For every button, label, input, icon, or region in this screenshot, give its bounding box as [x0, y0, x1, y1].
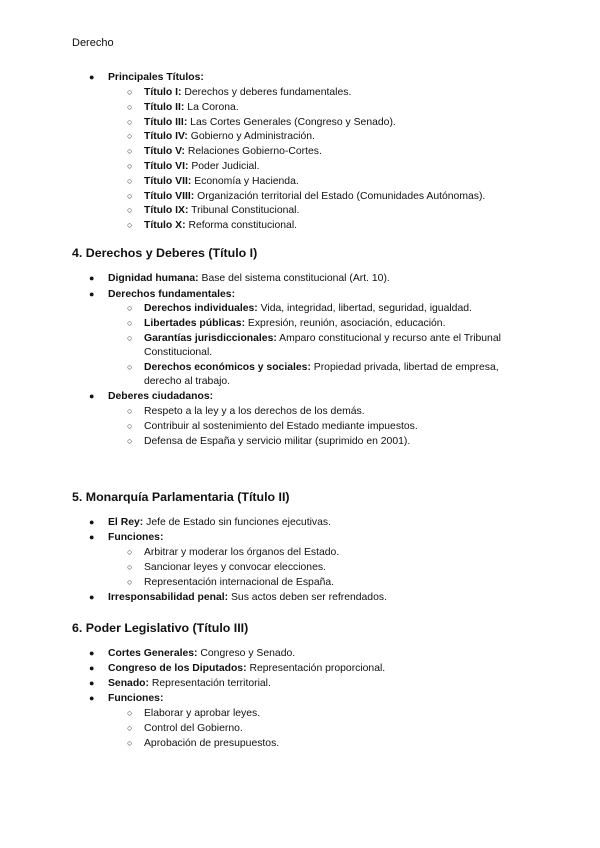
bullet-icon: ●: [89, 592, 95, 602]
senado-item: Senado: Representación territorial.: [108, 678, 271, 689]
titulo-item: Título V: Relaciones Gobierno-Cortes.: [144, 146, 322, 158]
bullet-icon: ●: [89, 72, 95, 82]
funcion-rey-item: Representación internacional de España.: [144, 577, 335, 588]
bullet-hollow-icon: ○: [127, 116, 133, 127]
titulo-item: Título VI: Poder Judicial.: [144, 161, 260, 172]
garantias-item: Garantías jurisdiccionales: Amparo constitucional y recurso ante el Tribunal: [144, 333, 501, 344]
funcion-rey-item: Sancionar leyes y convocar elecciones.: [144, 562, 326, 573]
cortes-item: Cortes Generales: Congreso y Senado.: [108, 648, 296, 659]
bullet-icon: ●: [89, 517, 95, 527]
titulo-item: Título IV: Gobierno y Administración.: [144, 131, 315, 143]
bullet-icon: ●: [89, 648, 95, 658]
funcion-cortes-item: Aprobación de presupuestos.: [144, 738, 280, 749]
bullet-hollow-icon: ○: [127, 161, 133, 171]
bullet-hollow-icon: ○: [127, 738, 133, 748]
bullet-hollow-icon: ○: [127, 406, 133, 416]
deberes-item: Deberes ciudadanos:: [108, 391, 214, 402]
funcion-rey-item: Arbitrar y moderar los órganos del Estado.: [144, 547, 340, 558]
titulo-item: Título I: Derechos y deberes fundamentales.: [144, 87, 352, 98]
deber-item: Contribuir al sostenimiento del Estado mediante impuestos.: [144, 421, 418, 432]
funcion-cortes-item: Control del Gobierno.: [144, 723, 243, 734]
economicos-continuation: derecho al trabajo.: [144, 376, 231, 387]
bullet-hollow-icon: ○: [127, 547, 133, 557]
titulos-heading: Principales Títulos:: [108, 72, 204, 83]
bullet-icon: ●: [89, 693, 95, 703]
fundamentales-item: Derechos fundamentales:: [108, 289, 236, 300]
irresponsabilidad-item: Irresponsabilidad penal: Sus actos deben ser refrendados.: [108, 592, 387, 603]
titulo-item: Título VII: Economía y Hacienda.: [144, 175, 299, 187]
bullet-hollow-icon: ○: [127, 175, 133, 186]
bullet-hollow-icon: ○: [127, 101, 133, 112]
section-4-heading: 4. Derechos y Deberes (Título I): [72, 246, 258, 260]
libertades-item: Libertades públicas: Expresión, reunión, asociación, educación.: [144, 318, 446, 329]
funcion-cortes-item: Elaborar y aprobar leyes.: [144, 708, 261, 719]
congreso-item: Congreso de los Diputados: Representación proporcional.: [108, 663, 386, 674]
deber-item: Defensa de España y servicio militar (suprimido en 2001).: [144, 436, 411, 447]
bullet-icon: ●: [89, 532, 95, 542]
bullet-hollow-icon: ○: [127, 146, 133, 157]
deber-item: Respeto a la ley y a los derechos de los demás.: [144, 406, 365, 417]
garantias-continuation: Constitucional.: [144, 347, 213, 358]
individuales-item: Derechos individuales: Vida, integridad, libertad, seguridad, igualdad.: [144, 303, 472, 314]
titulo-item: Título III: Las Cortes Generales (Congreso y Senado).: [144, 116, 396, 128]
bullet-hollow-icon: ○: [127, 421, 133, 431]
dignidad-item: Dignidad humana: Base del sistema constitucional (Art. 10).: [108, 273, 390, 284]
bullet-hollow-icon: ○: [127, 190, 133, 201]
bullet-hollow-icon: ○: [127, 562, 133, 572]
bullet-hollow-icon: ○: [127, 131, 133, 142]
section-5-heading: 5. Monarquía Parlamentaria (Título II): [72, 490, 290, 504]
section-6-heading: 6. Poder Legislativo (Título III): [72, 621, 249, 635]
titulo-item: Título II: La Corona.: [144, 101, 239, 113]
bullet-hollow-icon: ○: [127, 362, 133, 372]
bullet-hollow-icon: ○: [127, 318, 133, 328]
economicos-item: Derechos económicos y sociales: Propiedad privada, libertad de empresa,: [144, 362, 499, 373]
bullet-hollow-icon: ○: [127, 205, 133, 216]
bullet-hollow-icon: ○: [127, 723, 133, 733]
bullet-icon: ●: [89, 289, 95, 299]
funciones-cortes-item: Funciones:: [108, 693, 164, 704]
bullet-hollow-icon: ○: [127, 333, 133, 343]
bullet-hollow-icon: ○: [127, 708, 133, 718]
bullet-hollow-icon: ○: [127, 220, 133, 231]
bullet-hollow-icon: ○: [127, 87, 133, 97]
titulo-item: Título IX: Tribunal Constitucional.: [144, 205, 300, 217]
titulo-item: Título X: Reforma constitucional.: [144, 220, 298, 232]
bullet-hollow-icon: ○: [127, 436, 133, 446]
bullet-icon: ●: [89, 391, 95, 401]
bullet-icon: ●: [89, 678, 95, 688]
rey-item: El Rey: Jefe de Estado sin funciones ejecutivas.: [108, 517, 331, 528]
document-header: Derecho: [72, 37, 114, 49]
bullet-hollow-icon: ○: [127, 303, 133, 313]
bullet-icon: ●: [89, 273, 95, 283]
bullet-hollow-icon: ○: [127, 577, 133, 587]
funciones-rey-item: Funciones:: [108, 532, 164, 543]
bullet-icon: ●: [89, 663, 95, 673]
titulo-item: Título VIII: Organización territorial del Estado (Comunidades Autónomas).: [144, 190, 486, 202]
